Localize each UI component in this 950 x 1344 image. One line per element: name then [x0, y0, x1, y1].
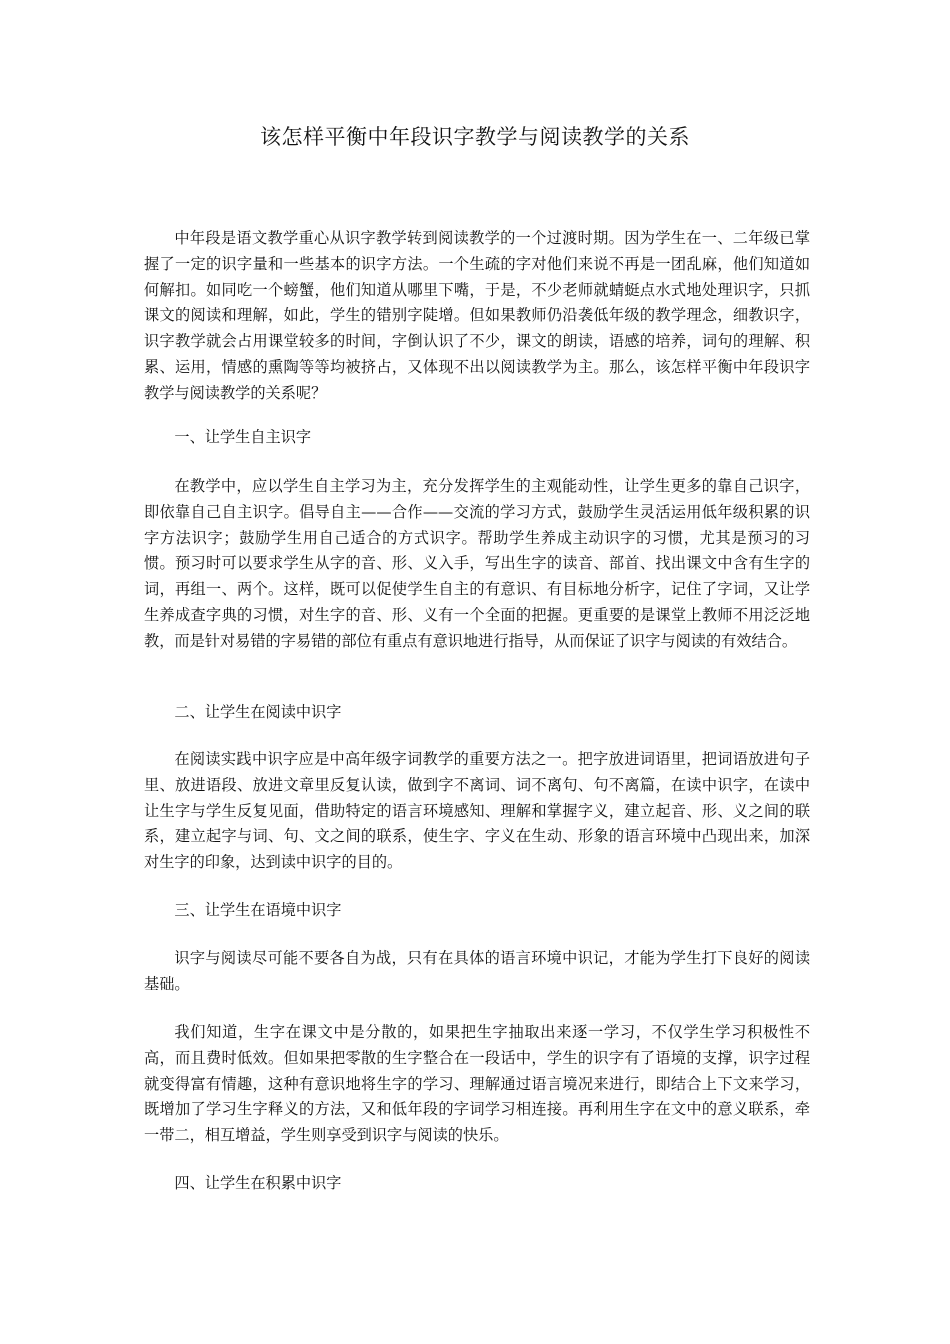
- paragraph-section-3b: 我们知道，生字在课文中是分散的，如果把生字抽取出来逐一学习，不仅学生学习积极性不高，而且费时低效。但如果把零散的生字整合在一段话中，学生的识字有了语境的支撑，识字过程就变得富有情趣，这种有意识地将生字的学习、理解通过语言境况来进行，即结合上下文来学习，既增加了学习生字释义的方法，又和低年段的字词学习相连接。再利用生字在文中的意义联系，牵一带二，相互增益，学生则享受到识字与阅读的快乐。: [144, 1023, 810, 1145]
- section-heading-1: 一、让学生自主识字: [174, 428, 312, 446]
- section-heading-3: 三、让学生在语境中识字: [174, 901, 342, 919]
- section-heading-4: 四、让学生在积累中识字: [174, 1174, 342, 1192]
- paragraph-section-3a: 识字与阅读尽可能不要各自为战，只有在具体的语言环境中识记，才能为学生打下良好的阅读基础。: [144, 949, 810, 993]
- paragraph-intro: 中年段是语文教学重心从识字教学转到阅读教学的一个过渡时期。因为学生在一、二年级已掌握了一定的识字量和一些基本的识字方法。一个生疏的字对他们来说不再是一团乱麻，他们知道如何解扣。如同吃一个螃蟹，他们知道从哪里下嘴，于是，不少老师就蜻蜓点水式地处理识字，只抓课文的阅读和理解，如此，学生的错别字陡增。但如果教师仍沿袭低年级的教学理念，细教识字，识字教学就会占用课堂较多的时间，字倒认识了不少，课文的朗读，语感的培养，词句的理解、积累、运用，情感的熏陶等等均被挤占，又体现不出以阅读教学为主。那么，该怎样平衡中年段识字教学与阅读教学的关系呢？: [144, 229, 810, 402]
- section-heading-2: 二、让学生在阅读中识字: [174, 703, 342, 721]
- paragraph-section-1: 在教学中，应以学生自主学习为主，充分发挥学生的主观能动性，让学生更多的靠自己识字，即依靠自己自主识字。倡导自主——合作——交流的学习方式，鼓励学生灵活运用低年级积累的识字方法识字；鼓励学生用自己适合的方式识字。帮助学生养成主动识字的习惯，尤其是预习的习惯。预习时可以要求学生从字的音、形、义入手，写出生字的读音、部首、找出课文中含有生字的词，再组一、两个。这样，既可以促使学生自主的有意识、有目标地分析字，记住了字词，又让学生养成查字典的习惯，对生字的音、形、义有一个全面的把握。更重要的是课堂上教师不用泛泛地教，而是针对易错的字易错的部位有重点有意识地进行指导，从而保证了识字与阅读的有效结合。: [144, 477, 810, 650]
- document-title: 该怎样平衡中年段识字教学与阅读教学的关系: [260, 125, 690, 149]
- paragraph-section-2: 在阅读实践中识字应是中高年级字词教学的重要方法之一。把字放进词语里，把词语放进句子里、放进语段、放进文章里反复认读，做到字不离词、词不离句、句不离篇，在读中识字，在读中让生字与学生反复见面，借助特定的语言环境感知、理解和掌握字义，建立起音、形、义之间的联系，建立起字与词、句、文之间的联系，使生字、字义在生动、形象的语言环境中凸现出来，加深对生字的印象，达到读中识字的目的。: [144, 750, 810, 872]
